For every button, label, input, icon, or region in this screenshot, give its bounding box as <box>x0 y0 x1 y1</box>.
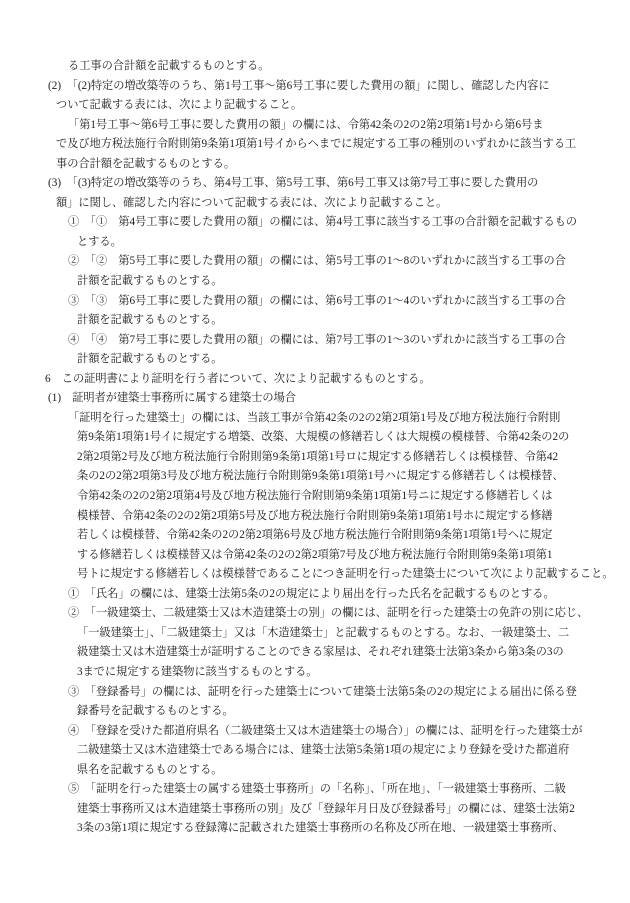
text-line: 模様替、令第42条の2の2第2項第5号及び地方税法施行令附則第9条第1項第1号ホに規定する修繕 <box>77 509 553 522</box>
text-line: 3までに規定する建築物に該当するものとする。 <box>77 665 318 678</box>
text-line: とする。 <box>77 235 122 248</box>
text-line: 計額を記載するものとする。 <box>77 353 223 366</box>
text-line: ③ 「③ 第6号工事に要した費用の額」の欄には、第6号工事の1～4のいずれかに該当する工事の合 <box>68 294 566 307</box>
text-line: 計額を記載するものとする。 <box>77 314 223 327</box>
text-line: 額」に関し、確認した内容について記載する表には、次により記載すること。 <box>56 196 448 209</box>
text-line: 令第42条の2の2第2項第4号及び地方税法施行令附則第9条第1項第1号ニに規定する修繕若しくは <box>77 490 553 503</box>
text-line: ① 「氏名」の欄には、建築士法第5条の2の規定により届出を行った氏名を記載するものとする。 <box>68 587 555 600</box>
text-line: する修繕若しくは模様替又は令第42条の2の2第2項第7号及び地方税法施行令附則第9条第1項第1 <box>77 548 553 561</box>
text-line: ④ 「登録を受けた都道府県名（二級建築士又は木造建築士の場合）」の欄には、証明を行った建築士が <box>68 724 583 737</box>
text-line: 級建築士又は木造建築士が証明することのできる家屋は、それぞれ建築士法第3条から第3条の3の <box>77 646 564 659</box>
text-line: 県名を記載するものとする。 <box>77 763 223 776</box>
text-line: 二級建築士又は木造建築士である場合には、建築士法第5条第1項の規定により登録を受けた都道府 <box>77 744 570 757</box>
text-line: ⑤ 「証明を行った建築士の属する建築士事務所」の「名称」、「所在地」、「一級建築士事務所、二級 <box>68 783 566 796</box>
text-line: 「第1号工事～第6号工事に要した費用の額」の欄には、令第42条の2の2第2項第1号から第6号ま <box>68 118 544 131</box>
text-line: 事の合計額を記載するものとする。 <box>56 157 236 170</box>
text-line: 「証明を行った建築士」の欄には、当該工事が令第42条の2の2第2項第1号及び地方税法施行令附則 <box>68 411 561 424</box>
text-line: (3) 「(3)特定の増改築等のうち、第4号工事、第5号工事、第6号工事又は第7号工事に要した費用の <box>48 177 539 190</box>
text-line: 6 この証明書により証明を行う者について、次により記載するものとする。 <box>45 372 431 385</box>
text-line: る工事の合計額を記載するものとする。 <box>68 60 270 72</box>
text-line: ついて記載する表には、次により記載すること。 <box>56 99 303 112</box>
text-line: ① 「① 第4号工事に要した費用の額」の欄には、第4号工事に該当する工事の合計額を記載するもの <box>68 216 578 229</box>
text-line: で及び地方税法施行令附則第9条第1項第1号イからヘまでに規定する工事の種別のいずれかに該当する工 <box>56 138 577 151</box>
text-line: 計額を記載するものとする。 <box>77 275 223 288</box>
text-line: 号トに規定する修繕若しくは模様替であることにつき証明を行った建築士について次により記載すること。 <box>77 568 614 581</box>
text-line: 録番号を記載するものとする。 <box>77 705 234 718</box>
text-line: 3条の3第1項に規定する登録簿に記載された建築士事務所の名称及び所在地、一級建築士事務所、 <box>77 822 564 835</box>
text-line: 建築士事務所又は木造建築士事務所の別」及び「登録年月日及び登録番号」の欄には、建築士法第2 <box>77 802 575 815</box>
text-line: (2) 「(2)特定の増改築等のうち、第1号工事～第6号工事に要した費用の額」に関し、確認した内容に <box>48 79 550 92</box>
text-line: ② 「一級建築士、二級建築士又は木造建築士の別」の欄には、証明を行った建築士の免許の別に応じ、 <box>68 607 589 620</box>
text-line: ② 「② 第5号工事に要した費用の額」の欄には、第5号工事の1～8のいずれかに該当する工事の合 <box>68 255 566 268</box>
text-line: 第9条第1項第1号イに規定する増築、改築、大規模の修繕若しくは大規模の模様替、令第42条の2の <box>77 431 570 444</box>
text-line: 若しくは模様替、令第42条の2の2第2項第6号及び地方税法施行令附則第9条第1項第1号ヘに規定 <box>77 529 553 542</box>
text-line: ④ 「④ 第7号工事に要した費用の額」の欄には、第7号工事の1～3のいずれかに該当する工事の合 <box>68 333 566 346</box>
text-line: ③ 「登録番号」の欄には、証明を行った建築士について建築士法第5条の2の規定による届出に係る登 <box>68 685 577 698</box>
text-line: 条の2の2第2項第3号及び地方税法施行令附則第9条第1項第1号ハに規定する修繕若しくは模様替、 <box>77 470 564 483</box>
text-line: (1) 証明者が建築士事務所に属する建築士の場合 <box>48 392 296 405</box>
text-line: 2第2項第2号及び地方税法施行令附則第9条第1項第1号ロに規定する修繕若しくは模様替、令第42 <box>77 450 559 463</box>
text-line: 「一級建築士」、「二級建築士」又は「木造建築士」と記載するものとする。なお、一級建築士、二 <box>77 626 570 639</box>
